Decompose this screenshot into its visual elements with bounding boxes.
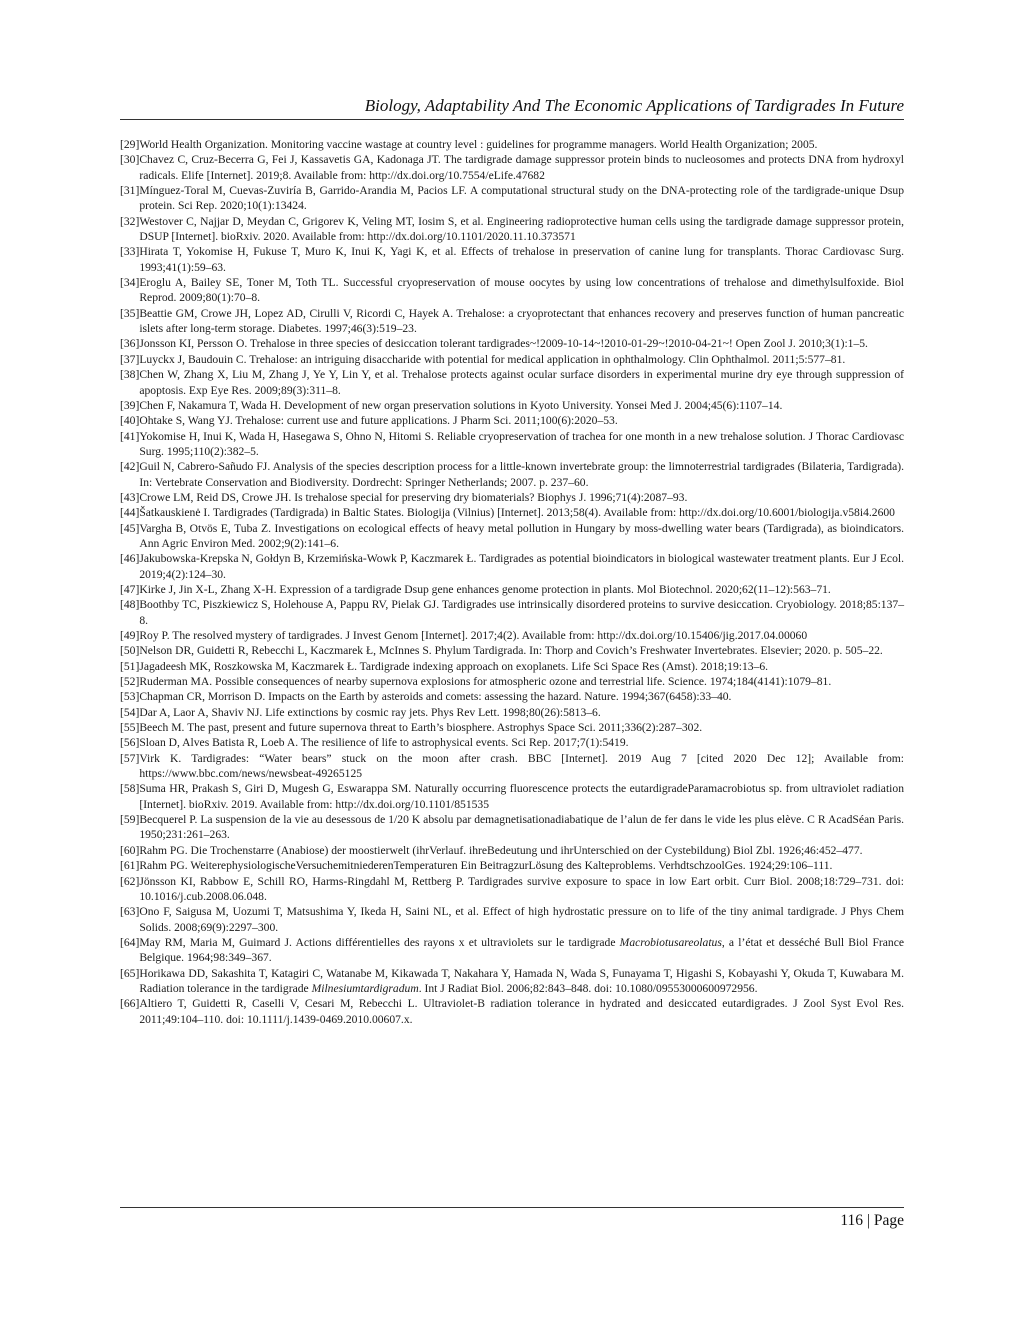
reference-text [139, 705, 904, 720]
reference-number: [45] [120, 521, 140, 535]
reference-number: [38] [120, 368, 140, 382]
reference-text [139, 551, 904, 582]
reference-number: [30] [120, 153, 140, 167]
reference-number: [65] [120, 966, 140, 980]
reference-citation: May RM, Maria M, Guimard J. Actions différentielles des rayons x et ultraviolets sur le tardigrade [139, 935, 620, 949]
reference-item [120, 137, 904, 152]
reference-item [120, 858, 904, 873]
footer-divider [120, 1207, 904, 1208]
reference-item [120, 521, 904, 552]
reference-citation: Chapman CR, Morrison D. Impacts on the Earth by asteroids and comets: assessing the hazard. Nature. 1994;367(6458):33–40. [139, 690, 732, 704]
reference-number: [41] [120, 429, 140, 443]
reference-number: [53] [120, 690, 140, 704]
reference-number: [55] [120, 721, 140, 735]
reference-text [139, 183, 904, 214]
reference-number: [48] [120, 598, 140, 612]
reference-text [139, 689, 904, 704]
reference-citation: Mínguez-Toral M, Cuevas-Zuviría B, Garrido-Arandia M, Pacios LF. A computational structural study on the DNA-protecting role of the tardigrade-unique Dsup protein. Sci Rep. 2020;10(1):13424. [139, 184, 904, 213]
reference-list [120, 137, 904, 1027]
reference-text [139, 597, 904, 628]
reference-citation: Jönsson KI, Rabbow E, Schill RO, Harms-Ringdahl M, Rettberg P. Tardigrades survive exposure to space in low Eart orbit. Curr Biol. 2008;18:729–731. doi: 10.1016/j.cub.2008.06.048. [139, 874, 904, 903]
reference-item [120, 183, 904, 214]
reference-text [139, 843, 904, 858]
reference-number: [64] [120, 935, 140, 949]
reference-text [139, 137, 904, 152]
reference-item [120, 689, 904, 704]
reference-text [139, 674, 904, 689]
reference-citation: Becquerel P. La suspension de la vie au desessous de 1/20 K absolu par demagnetisationadiabatique de l’alun de fer dans le vide les plus elève. C R AcadSéan Paris. 1950;231:261–263. [139, 813, 904, 842]
reference-number: [49] [120, 629, 140, 642]
reference-citation: Sloan D, Alves Batista R, Loeb A. The resilience of life to astrophysical events. Sci Rep. 2017;7(1):5419. [139, 736, 629, 750]
reference-item [120, 659, 904, 674]
reference-citation: Chen F, Nakamura T, Wada H. Development of new organ preservation solutions in Kyoto University. Yonsei Med J. 2004;45(6):1107–14. [139, 398, 783, 412]
reference-item [120, 352, 904, 367]
reference-number: [63] [120, 905, 140, 919]
reference-number: [39] [120, 398, 140, 412]
reference-text [139, 214, 904, 245]
reference-item [120, 551, 904, 582]
reference-item [120, 429, 904, 460]
reference-citation: Yokomise H, Inui K, Wada H, Hasegawa S, Ohno N, Hitomi S. Reliable cryopreservation of trachea for one month in a new trehalose solution. J Thorac Cardiovasc Surg. 1995;110(2):382–5. [139, 429, 904, 458]
reference-text [139, 306, 904, 337]
reference-text [139, 720, 904, 735]
reference-item [120, 781, 904, 812]
reference-number: [60] [120, 843, 140, 857]
reference-text [139, 966, 904, 997]
reference-citation: Beech M. The past, present and future supernova threat to Earth’s biosphere. Astrophys Space Sci. 2011;336(2):287–302. [139, 721, 703, 735]
reference-number: [46] [120, 552, 140, 566]
reference-citation: Dar A, Laor A, Shaviv NJ. Life extinctions by cosmic ray jets. Phys Rev Lett. 1998;80(26):5813–6. [139, 705, 601, 719]
reference-text [139, 735, 904, 750]
reference-number: [44] [120, 506, 140, 520]
reference-citation: Boothby TC, Piszkiewicz S, Holehouse A, Pappu RV, Pielak GJ. Tardigrades use intrinsically disordered proteins to survive desiccation. Cryobiology. 2018;85:137–8. [139, 598, 904, 627]
reference-item [120, 152, 904, 183]
reference-number: [61] [120, 859, 140, 873]
reference-text [139, 398, 904, 413]
reference-citation: Horikawa DD, Sakashita T, Katagiri C, Watanabe M, Kikawada T, Nakahara Y, Hamada N, Wada S, Funayama T, Higashi S, Kobayashi Y, Okuda T, Kuwabara M. Radiation tolerance in the tardigrade [139, 966, 904, 995]
reference-citation: Westover C, Najjar D, Meydan C, Grigorev K, Veling MT, Iosim S, et al. Engineering radioprotective human cells using the tardigrade damage suppressor protein, DSUP [Internet]. bioRxiv. 2020. Available from: http://dx.doi.org/10.1101/2020.11.10.373571 [139, 214, 904, 244]
reference-item [120, 367, 904, 398]
reference-citation: Ruderman MA. Possible consequences of nearby supernova explosions for atmospheric ozone and terrestrial life. Science. 1974;184(4141):1079–81. [139, 675, 832, 689]
reference-number: [36] [120, 337, 140, 351]
reference-text [139, 904, 904, 935]
species-name: Milnesiumtardigradum [311, 981, 419, 995]
reference-item [120, 843, 904, 858]
reference-text [139, 429, 904, 460]
reference-item [120, 643, 904, 658]
reference-item [120, 935, 904, 966]
reference-item [120, 336, 904, 351]
reference-text [139, 275, 904, 306]
reference-citation: Luyckx J, Baudouin C. Trehalose: an intriguing disaccharide with potential for medical application in ophthalmology. Clin Ophthalmol. 2011;5:577–81. [139, 352, 846, 366]
reference-item [120, 490, 904, 505]
reference-number: [56] [120, 736, 140, 750]
reference-item [120, 735, 904, 750]
reference-item [120, 505, 904, 520]
running-header: Biology, Adaptability And The Economic Applications of Tardigrades In Future [364, 96, 904, 115]
reference-number: [33] [120, 245, 140, 259]
header-divider [120, 119, 904, 120]
reference-text [139, 643, 904, 658]
reference-citation: Chavez C, Cruz-Becerra G, Fei J, Kassavetis GA, Kadonaga JT. The tardigrade damage suppressor protein binds to nucleosomes and protects DNA from hydroxyl radicals. Elife [Internet]. 2019;8. Available from: http://dx.doi.org/10.7554/eLife.47682 [139, 153, 904, 182]
reference-text [139, 858, 904, 873]
reference-citation-tail: , a l’état et desséché Bull Biol France Belgique. 1964;98:349–367. [139, 935, 904, 965]
reference-item [120, 812, 904, 843]
reference-number: [54] [120, 705, 140, 719]
reference-item [120, 398, 904, 413]
reference-text [139, 781, 904, 812]
reference-number: [37] [120, 352, 140, 366]
reference-item [120, 720, 904, 735]
reference-item [120, 597, 904, 628]
reference-citation: World Health Organization. Monitoring vaccine wastage at country level : guidelines for programme managers. World Health Organization; 2005. [139, 138, 818, 151]
reference-citation: Šatkauskienė I. Tardigrades (Tardigrada) in Baltic States. Biologija (Vilnius) [Internet]. 2013;58(4). Available from: http://dx.doi.org/10.6001/biologija.v58i4.2600 [139, 506, 895, 520]
reference-citation: Ono F, Saigusa M, Uozumi T, Matsushima Y, Ikeda H, Saini NL, et al. Effect of high hydrostatic pressure on to life of the tiny animal tardigrade. J Phys Chem Solids. 2008;69(9):2297–300. [139, 905, 904, 934]
reference-item [120, 459, 904, 490]
reference-item [120, 751, 904, 782]
reference-citation: Nelson DR, Guidetti R, Rebecchi L, Kaczmarek Ł, McInnes S. Phylum Tardigrada. In: Thorp and Covich’s Freshwater Invertebrates. Elsevier; 2020. p. 505–22. [139, 644, 883, 658]
reference-item [120, 674, 904, 689]
reference-item [120, 275, 904, 306]
reference-text [139, 935, 904, 966]
reference-number: [29] [120, 138, 140, 151]
reference-item [120, 904, 904, 935]
reference-number: [57] [120, 751, 140, 765]
reference-number: [43] [120, 490, 140, 504]
reference-text [139, 152, 904, 183]
reference-number: [35] [120, 306, 140, 320]
reference-text [139, 459, 904, 490]
reference-text [139, 505, 904, 520]
reference-citation: Rahm PG. Die Trochenstarre (Anabiose) der moostierwelt (ihrVerlauf. ihreBedeutung und ihrUnterschied on der Cystebildung) Biol Zbl. 1926;46:452–477. [139, 843, 863, 857]
reference-item [120, 966, 904, 997]
reference-citation: Roy P. The resolved mystery of tardigrades. J Invest Genom [Internet]. 2017;4(2). Available from: http://dx.doi.org/10.15406/jig.2017.04.00060 [139, 629, 808, 642]
reference-number: [58] [120, 782, 140, 796]
reference-item [120, 705, 904, 720]
reference-citation: Kirke J, Jin X-L, Zhang X-H. Expression of a tardigrade Dsup gene enhances genome protection in plants. Mol Biotechnol. 2020;62(11–12):563–71. [139, 582, 831, 596]
reference-number: [47] [120, 582, 140, 596]
reference-number: [40] [120, 414, 140, 428]
reference-text [139, 521, 904, 552]
reference-citation: Guil N, Cabrero-Sañudo FJ. Analysis of the species description process for a little-known invertebrate group: the limnoterrestrial tardigrades (Bilateria, Tardigrada). In: Vertebrate Conservation and Biodiversity. Dordrecht: Springer Netherlands; 2007. p. 237–60. [139, 460, 904, 489]
reference-citation: Crowe LM, Reid DS, Crowe JH. Is trehalose special for preserving dry biomaterials? Biophys J. 1996;71(4):2087–93. [139, 490, 688, 504]
reference-item [120, 244, 904, 275]
reference-citation: Vargha B, Otvös E, Tuba Z. Investigations on ecological effects of heavy metal pollution in Hungary by moss-dwelling water bears (Tardigrada), as bioindicators. Ann Agric Environ Med. 2002;9(2):141–6. [139, 521, 904, 550]
reference-number: [42] [120, 460, 140, 474]
species-name: Macrobiotusareolatus [619, 935, 722, 949]
reference-item [120, 306, 904, 337]
reference-item [120, 874, 904, 905]
reference-number: [66] [120, 997, 140, 1011]
reference-number: [59] [120, 813, 140, 827]
reference-citation: Eroglu A, Bailey SE, Toner M, Toth TL. Successful cryopreservation of mouse oocytes by using low concentrations of trehalose and dimethylsulfoxide. Biol Reprod. 2009;80(1):70–8. [139, 276, 904, 305]
reference-text [139, 996, 904, 1027]
reference-item [120, 628, 904, 643]
reference-text [139, 352, 904, 367]
reference-number: [32] [120, 214, 140, 228]
reference-citation: Suma HR, Prakash S, Giri D, Mugesh G, Eswarappa SM. Naturally occurring fluorescence protects the eutardigradeParamacrobiotus sp. from ultraviolet radiation [Internet]. bioRxiv. 2019. Available from: http://dx.doi.org/10.1101/851535 [139, 782, 904, 811]
reference-item [120, 413, 904, 428]
page-number: 116 | Page [840, 1212, 904, 1229]
reference-citation: Jagadeesh MK, Roszkowska M, Kaczmarek Ł. Tardigrade indexing approach on exoplanets. Life Sci Space Res (Amst). 2018;19:13–6. [139, 659, 769, 673]
reference-number: [62] [120, 874, 140, 888]
reference-number: [34] [120, 276, 140, 290]
reference-number: [52] [120, 675, 140, 689]
reference-text [139, 628, 904, 643]
reference-text [139, 244, 904, 275]
reference-citation: Jonsson KI, Persson O. Trehalose in three species of desiccation tolerant tardigrades~!2009-10-14~!2010-01-29~!2010-04-21~! Open Zool J. 2010;3(1):1–5. [139, 337, 868, 351]
reference-text [139, 490, 904, 505]
reference-item [120, 996, 904, 1027]
reference-text [139, 413, 904, 428]
reference-text [139, 659, 904, 674]
reference-citation: Rahm PG. WeiterephysiologischeVersuchemitniederenTemperaturen Ein BeitragzurLösung des Kalteproblems. VerhdtschzoolGes. 1924;29:106–111. [139, 859, 833, 873]
reference-citation: Chen W, Zhang X, Liu M, Zhang J, Ye Y, Lin Y, et al. Trehalose protects against ocular surface disorders in experimental murine dry eye through suppression of apoptosis. Exp Eye Res. 2009;89(3):311–8. [139, 368, 904, 397]
reference-text [139, 582, 904, 597]
reference-text [139, 367, 904, 398]
reference-citation: Hirata T, Yokomise H, Fukuse T, Muro K, Inui K, Yagi K, et al. Effects of trehalose in preservation of canine lung for transplants. Thorac Cardiovasc Surg. 1993;41(1):59–63. [139, 245, 904, 274]
reference-text [139, 812, 904, 843]
reference-item [120, 582, 904, 597]
reference-citation: Beattie GM, Crowe JH, Lopez AD, Cirulli V, Ricordi C, Hayek A. Trehalose: a cryoprotectant that enhances recovery and preserves function of human pancreatic islets after long-term storage. Diabetes. 1997;46(3):519–23. [139, 306, 904, 336]
reference-number: [50] [120, 644, 140, 658]
reference-citation: Jakubowska-Krepska N, Gołdyn B, Krzemińska-Wowk P, Kaczmarek Ł. Tardigrades as potential bioindicators in biological wastewater treatment plants. Eur J Ecol. 2019;4(2):124–30. [139, 552, 904, 581]
reference-citation-tail: . Int J Radiat Biol. 2006;82:843–848. doi: 10.1080/09553000600972956. [418, 981, 758, 995]
reference-citation: Ohtake S, Wang YJ. Trehalose: current use and future applications. J Pharm Sci. 2011;100(6):2020–53. [139, 414, 618, 428]
reference-text [139, 874, 904, 905]
reference-item [120, 214, 904, 245]
reference-number: [51] [120, 659, 140, 673]
reference-number: [31] [120, 184, 140, 198]
reference-citation: Altiero T, Guidetti R, Caselli V, Cesari M, Rebecchi L. Ultraviolet-B radiation tolerance in hydrated and desiccated eutardigrades. J Zool Syst Evol Res. 2011;49:104–110. doi: 10.1111/j.1439-0469.2010.00607.x. [139, 997, 904, 1026]
reference-citation: Virk K. Tardigrades: “Water bears” stuck on the moon after crash. BBC [Internet]. 2019 Aug 7 [cited 2020 Dec 12]; Available from: https://www.bbc.com/news/newsbeat-49265125 [139, 751, 904, 781]
reference-text [139, 751, 904, 782]
reference-text [139, 336, 904, 351]
